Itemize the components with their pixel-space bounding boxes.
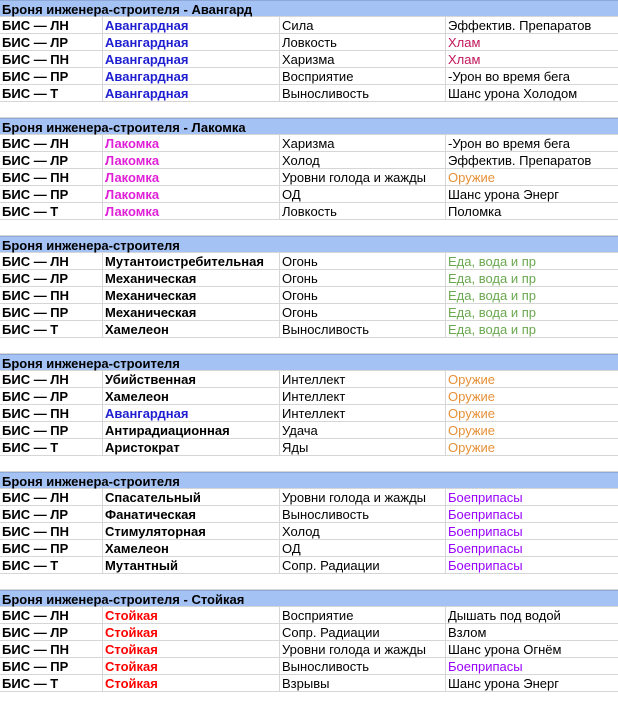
mod-cell[interactable]: Авангардная: [103, 34, 280, 50]
slot-cell[interactable]: БИС — ПР: [0, 304, 103, 320]
effect-cell[interactable]: Еда, вода и пр: [448, 322, 536, 337]
effect-cell[interactable]: Боеприпасы: [448, 507, 523, 522]
effect-cell[interactable]: Шанс урона Огнём: [448, 642, 562, 657]
stat-cell[interactable]: Интеллект: [280, 405, 446, 421]
effect-cell[interactable]: Еда, вода и пр: [448, 254, 536, 269]
mod-cell[interactable]: Убийственная: [103, 371, 280, 387]
slot-cell[interactable]: БИС — ЛН: [0, 489, 103, 505]
stat-cell[interactable]: Интеллект: [280, 388, 446, 404]
section-title[interactable]: Броня инженера-строителя: [2, 474, 180, 489]
mod-cell[interactable]: Авангардная: [103, 85, 280, 101]
slot-cell[interactable]: БИС — ЛР: [0, 624, 103, 640]
slot-cell[interactable]: БИС — ЛН: [0, 607, 103, 623]
table-row: [0, 304, 618, 321]
stat-cell[interactable]: Сопр. Радиации: [280, 557, 446, 573]
mod-cell[interactable]: Авангардная: [103, 405, 280, 421]
mod-cell[interactable]: Авангардная: [103, 51, 280, 67]
mod-cell[interactable]: Механическая: [103, 287, 280, 303]
stat-cell[interactable]: Уровни голода и жажды: [280, 489, 446, 505]
mod-cell[interactable]: Стойкая: [103, 658, 280, 674]
table-row: [0, 540, 618, 557]
section-title[interactable]: Броня инженера-строителя - Авангард: [2, 2, 253, 17]
effect-cell[interactable]: Шанс урона Энерг: [448, 676, 559, 691]
table-row: [0, 51, 618, 68]
effect-cell[interactable]: Шанс урона Холодом: [448, 86, 578, 101]
slot-cell[interactable]: БИС — ПН: [0, 287, 103, 303]
slot-cell[interactable]: БИС — ПР: [0, 540, 103, 556]
mod-cell[interactable]: Аристократ: [103, 439, 280, 455]
table-row: [0, 641, 618, 658]
table-row: [0, 17, 618, 34]
stat-cell[interactable]: ОД: [280, 186, 446, 202]
table-row: [0, 152, 618, 169]
slot-cell[interactable]: БИС — ЛР: [0, 34, 103, 50]
mod-cell[interactable]: Спасательный: [103, 489, 280, 505]
table-row: [0, 422, 618, 439]
mod-cell[interactable]: Мутантоистребительная: [103, 253, 280, 269]
table-row: [0, 658, 618, 675]
mod-cell[interactable]: Хамелеон: [103, 388, 280, 404]
effect-cell[interactable]: Взлом: [448, 625, 487, 640]
stat-cell[interactable]: Уровни голода и жажды: [280, 169, 446, 185]
mod-cell[interactable]: Хамелеон: [103, 540, 280, 556]
slot-cell[interactable]: БИС — ЛР: [0, 506, 103, 522]
mod-cell[interactable]: Стойкая: [103, 607, 280, 623]
mod-cell[interactable]: Лакомка: [103, 186, 280, 202]
table-row: [0, 607, 618, 624]
stat-cell[interactable]: Интеллект: [280, 371, 446, 387]
effect-cell[interactable]: -Урон во время бега: [448, 136, 571, 151]
table-row: [0, 68, 618, 85]
section-header: [0, 0, 618, 17]
stat-cell[interactable]: Восприятие: [280, 607, 446, 623]
stat-cell[interactable]: Холод: [280, 523, 446, 539]
mod-cell[interactable]: Лакомка: [103, 152, 280, 168]
mod-cell[interactable]: Стойкая: [103, 624, 280, 640]
stat-cell[interactable]: Сопр. Радиации: [280, 624, 446, 640]
table-row: [0, 135, 618, 152]
stat-cell[interactable]: Выносливость: [280, 321, 446, 337]
stat-cell[interactable]: Огонь: [280, 270, 446, 286]
table-row: [0, 287, 618, 304]
slot-cell[interactable]: БИС — ЛН: [0, 371, 103, 387]
section-title[interactable]: Броня инженера-строителя: [2, 238, 180, 253]
mod-cell[interactable]: Авангардная: [103, 17, 280, 33]
effect-cell[interactable]: Поломка: [448, 204, 502, 219]
effect-cell[interactable]: Эффектив. Препаратов: [448, 153, 592, 168]
effect-cell[interactable]: Боеприпасы: [448, 659, 523, 674]
section-title[interactable]: Броня инженера-строителя - Лакомка: [2, 120, 246, 135]
slot-cell[interactable]: БИС — ПР: [0, 186, 103, 202]
effect-cell[interactable]: Оружие: [448, 389, 496, 404]
effect-cell[interactable]: Эффектив. Препаратов: [448, 18, 592, 33]
mod-cell[interactable]: Лакомка: [103, 169, 280, 185]
table-row: [0, 557, 618, 574]
section-header: [0, 236, 618, 253]
mod-cell[interactable]: Фанатическая: [103, 506, 280, 522]
slot-cell[interactable]: БИС — ПН: [0, 523, 103, 539]
mod-cell[interactable]: Стимуляторная: [103, 523, 280, 539]
effect-cell[interactable]: Боеприпасы: [448, 558, 523, 573]
table-row: [0, 253, 618, 270]
table-row: [0, 371, 618, 388]
table-row: [0, 489, 618, 506]
mod-cell[interactable]: Мутантный: [103, 557, 280, 573]
effect-cell[interactable]: Оружие: [448, 423, 496, 438]
effect-cell[interactable]: Еда, вода и пр: [448, 305, 536, 320]
table-row: [0, 270, 618, 287]
table-row: [0, 506, 618, 523]
empty-row: [0, 102, 618, 118]
slot-cell[interactable]: БИС — ПН: [0, 641, 103, 657]
slot-cell[interactable]: БИС — Т: [0, 675, 103, 691]
stat-cell[interactable]: Уровни голода и жажды: [280, 641, 446, 657]
mod-cell[interactable]: Механическая: [103, 304, 280, 320]
effect-cell[interactable]: -Урон во время бега: [448, 69, 571, 84]
effect-cell[interactable]: Хлам: [448, 35, 481, 50]
stat-cell[interactable]: Ловкость: [280, 34, 446, 50]
slot-cell[interactable]: БИС — ПН: [0, 405, 103, 421]
slot-cell[interactable]: БИС — ЛН: [0, 253, 103, 269]
mod-cell[interactable]: Авангардная: [103, 68, 280, 84]
stat-cell[interactable]: Яды: [280, 439, 446, 455]
table-row: [0, 439, 618, 456]
stat-cell[interactable]: Огонь: [280, 304, 446, 320]
stat-cell[interactable]: Харизма: [280, 51, 446, 67]
stat-cell[interactable]: Взрывы: [280, 675, 446, 691]
effect-cell[interactable]: Еда, вода и пр: [448, 271, 536, 286]
mod-cell[interactable]: Лакомка: [103, 135, 280, 151]
slot-cell[interactable]: БИС — ПР: [0, 658, 103, 674]
mod-cell[interactable]: Стойкая: [103, 675, 280, 691]
stat-cell[interactable]: Ловкость: [280, 203, 446, 219]
effect-cell[interactable]: Боеприпасы: [448, 541, 523, 556]
mod-cell[interactable]: Лакомка: [103, 203, 280, 219]
slot-cell[interactable]: БИС — ЛН: [0, 17, 103, 33]
slot-cell[interactable]: БИС — Т: [0, 557, 103, 573]
effect-cell[interactable]: Боеприпасы: [448, 524, 523, 539]
stat-cell[interactable]: Холод: [280, 152, 446, 168]
section-title[interactable]: Броня инженера-строителя: [2, 356, 180, 371]
stat-cell[interactable]: ОД: [280, 540, 446, 556]
table-row: [0, 203, 618, 220]
slot-cell[interactable]: БИС — Т: [0, 203, 103, 219]
effect-cell[interactable]: Еда, вода и пр: [448, 288, 536, 303]
section-header: [0, 354, 618, 371]
table-row: [0, 321, 618, 338]
stat-cell[interactable]: Огонь: [280, 287, 446, 303]
empty-row: [0, 338, 618, 354]
mod-cell[interactable]: Антирадиационная: [103, 422, 280, 438]
slot-cell[interactable]: БИС — ПН: [0, 169, 103, 185]
mod-cell[interactable]: Механическая: [103, 270, 280, 286]
stat-cell[interactable]: Удача: [280, 422, 446, 438]
stat-cell[interactable]: Восприятие: [280, 68, 446, 84]
table-row: [0, 85, 618, 102]
slot-cell[interactable]: БИС — ПР: [0, 68, 103, 84]
slot-cell[interactable]: БИС — ЛН: [0, 135, 103, 151]
empty-row: [0, 220, 618, 236]
stat-cell[interactable]: Сила: [280, 17, 446, 33]
effect-cell[interactable]: Оружие: [448, 440, 496, 455]
empty-row: [0, 456, 618, 472]
stat-cell[interactable]: Харизма: [280, 135, 446, 151]
table-row: [0, 523, 618, 540]
effect-cell[interactable]: Дышать под водой: [448, 608, 561, 623]
mod-cell[interactable]: Стойкая: [103, 641, 280, 657]
table-row: [0, 405, 618, 422]
section-header: [0, 472, 618, 489]
effect-cell[interactable]: Шанс урона Энерг: [448, 187, 559, 202]
slot-cell[interactable]: БИС — ПР: [0, 422, 103, 438]
section-title[interactable]: Броня инженера-строителя - Стойкая: [2, 592, 245, 607]
slot-cell[interactable]: БИС — ЛР: [0, 388, 103, 404]
table-row: [0, 186, 618, 203]
stat-cell[interactable]: Огонь: [280, 253, 446, 269]
slot-cell[interactable]: БИС — Т: [0, 439, 103, 455]
section-header: [0, 590, 618, 607]
table-row: [0, 624, 618, 641]
table-row: [0, 675, 618, 692]
slot-cell[interactable]: БИС — ЛР: [0, 270, 103, 286]
stat-cell[interactable]: Выносливость: [280, 506, 446, 522]
empty-row: [0, 574, 618, 590]
stat-cell[interactable]: Выносливость: [280, 85, 446, 101]
table-row: [0, 34, 618, 51]
table-row: [0, 169, 618, 186]
table-row: [0, 388, 618, 405]
slot-cell[interactable]: БИС — Т: [0, 85, 103, 101]
section-header: [0, 118, 618, 135]
mod-cell[interactable]: Хамелеон: [103, 321, 280, 337]
slot-cell[interactable]: БИС — ПН: [0, 51, 103, 67]
slot-cell[interactable]: БИС — Т: [0, 321, 103, 337]
effect-cell[interactable]: Оружие: [448, 170, 496, 185]
effect-cell[interactable]: Оружие: [448, 372, 496, 387]
effect-cell[interactable]: Хлам: [448, 52, 481, 67]
slot-cell[interactable]: БИС — ЛР: [0, 152, 103, 168]
effect-cell[interactable]: Оружие: [448, 406, 496, 421]
effect-cell[interactable]: Боеприпасы: [448, 490, 523, 505]
stat-cell[interactable]: Выносливость: [280, 658, 446, 674]
